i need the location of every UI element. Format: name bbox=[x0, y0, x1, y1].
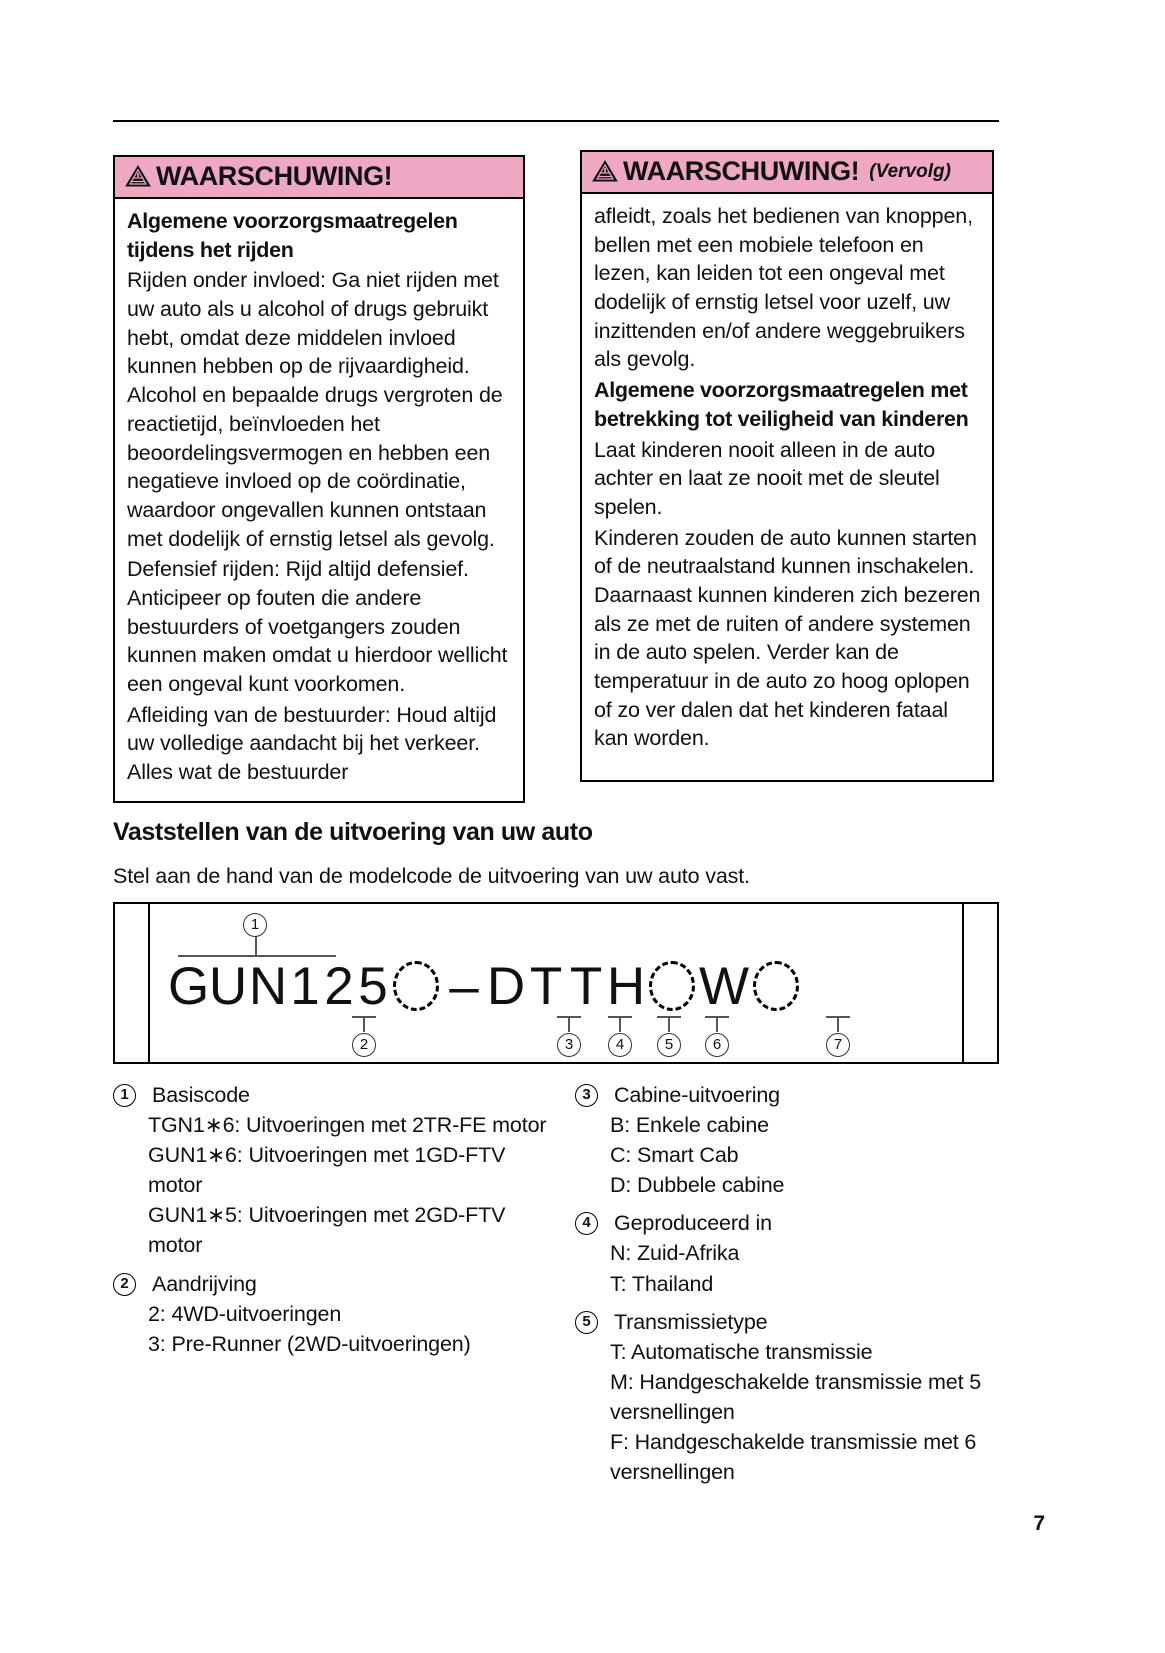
legend-line: D: Dubbele cabine bbox=[610, 1173, 785, 1198]
legend-line: F: Handgeschakelde transmissie met 6 versnellingen bbox=[610, 1430, 977, 1485]
callout-marker-2: 2 bbox=[352, 1033, 376, 1057]
legend-bullet-3: 3 bbox=[575, 1084, 598, 1107]
legend-bullet-1: 1 bbox=[113, 1084, 136, 1107]
model-code-char: T bbox=[569, 957, 603, 1016]
legend-item-5 bbox=[575, 1307, 1005, 1488]
warning-box-left bbox=[113, 155, 525, 803]
warning-title-right: WAARSCHUWING! bbox=[623, 155, 860, 186]
callout-3-stem bbox=[568, 1016, 570, 1032]
legend-line: M: Handgeschakelde transmissie met 5 versnellingen bbox=[610, 1369, 982, 1424]
model-code-char: W bbox=[698, 957, 750, 1016]
legend-title-1: Basiscode bbox=[152, 1083, 250, 1107]
callout-4-stem bbox=[619, 1016, 621, 1032]
legend-item-3 bbox=[575, 1080, 1005, 1200]
callout-7-stem bbox=[837, 1016, 839, 1032]
callout-1-stem bbox=[255, 936, 257, 956]
legend-title-5: Transmissietype bbox=[614, 1309, 768, 1334]
legend-bullet-4: 4 bbox=[575, 1212, 598, 1235]
warning-right-paragraph: afleidt, zoals het bedienen van knoppen, bellen met een mobiele telefoon en lezen, kan leiden tot een ongeval met dodelijk of ernstig letsel voor uzelf, uw inzittenden en/of andere weggebruikers als gevolg. bbox=[594, 204, 973, 372]
legend-bullet-5: 5 bbox=[575, 1311, 598, 1334]
model-code-char: 1 bbox=[290, 957, 320, 1016]
model-code-char: G bbox=[168, 957, 210, 1016]
model-code-char: 2 bbox=[324, 957, 354, 1016]
legend-item-1 bbox=[113, 1080, 563, 1261]
callout-marker-5: 5 bbox=[657, 1033, 681, 1057]
callout-marker-7: 7 bbox=[826, 1033, 850, 1057]
legend-line: B: Enkele cabine bbox=[610, 1113, 769, 1138]
warning-triangle-icon bbox=[592, 160, 618, 182]
section-heading: Vaststellen van de uitvoering van uw auto bbox=[113, 818, 593, 846]
model-code-char: U bbox=[208, 957, 248, 1016]
warning-left-paragraph: Algemene voorzorgsmaatregelen tijdens het rijden bbox=[127, 209, 458, 262]
legend-line: N: Zuid-Afrika bbox=[610, 1241, 740, 1266]
legend-title-2: Aandrijving bbox=[152, 1271, 257, 1296]
legend-item-2 bbox=[113, 1269, 563, 1359]
legend-line: GUN1∗5: Uitvoeringen met 2GD-FTV motor bbox=[148, 1203, 506, 1258]
model-code-char: H bbox=[606, 957, 646, 1016]
legend-line: C: Smart Cab bbox=[610, 1143, 739, 1168]
page-number: 7 bbox=[1033, 1512, 1045, 1535]
legend-title-3: Cabine-uitvoering bbox=[614, 1083, 780, 1107]
section-intro-text: Stel aan de hand van de modelcode de uitvoering van uw auto vast. bbox=[113, 864, 750, 888]
legend-item-4 bbox=[575, 1208, 1005, 1298]
warning-title-left: WAARSCHUWING! bbox=[156, 160, 393, 191]
legend-column-left bbox=[113, 1080, 563, 1367]
callout-marker-1: 1 bbox=[243, 913, 267, 937]
header-rule bbox=[113, 120, 999, 122]
legend-line: T: Automatische transmissie bbox=[610, 1339, 873, 1364]
warning-triangle-icon bbox=[125, 165, 151, 187]
warning-header-left bbox=[115, 157, 523, 199]
warning-body-right bbox=[582, 194, 992, 761]
callout-marker-3: 3 bbox=[557, 1033, 581, 1057]
callout-5-stem bbox=[668, 1016, 670, 1032]
warning-box-right bbox=[580, 150, 994, 782]
legend-line: TGN1∗6: Uitvoeringen met 2TR-FE motor bbox=[148, 1113, 547, 1138]
callout-6-stem bbox=[716, 1016, 718, 1032]
model-code-blank-slot bbox=[649, 961, 695, 1011]
legend-line: 2: 4WD-uitvoeringen bbox=[148, 1301, 342, 1326]
warning-right-paragraph: Algemene voorzorgsmaatregelen met betrekking tot veiligheid van kinderen bbox=[594, 378, 969, 431]
warning-header-right bbox=[582, 152, 992, 194]
model-code-char: D bbox=[486, 957, 526, 1016]
warning-right-paragraph: Kinderen zouden de auto kunnen starten of de neutraalstand kunnen inschakelen. Daarnaast kunnen kinderen zich bezeren als ze met de ruiten of andere systemen in de auto spelen. Verder kan de temperatuur in de auto zo hoog oplopen of zo ver dalen dat het kinderen fataal kan worden. bbox=[594, 525, 981, 751]
legend-line: GUN1∗6: Uitvoeringen met 1GD-FTV motor bbox=[148, 1143, 506, 1198]
warning-left-paragraph: Rijden onder invloed: Ga niet rijden met uw auto als u alcohol of drugs gebruikt hebt, omdat deze middelen invloed kunnen hebben op de rijvaardigheid. Alcohol en bepaalde drugs vergroten de reactietijd, beïnvloeden het beoordelingsvermogen en hebben een negatieve invloed op de coördinatie, waardoor ongevallen kunnen ontstaan met dodelijk of ernstig letsel als gevolg. bbox=[127, 268, 503, 551]
callout-marker-6: 6 bbox=[705, 1033, 729, 1057]
warning-body-left bbox=[115, 199, 523, 795]
model-code-dash: – bbox=[449, 957, 479, 1016]
figure-left-divider bbox=[148, 904, 150, 1062]
warning-left-paragraph: Afleiding van de bestuurder: Houd altijd uw volledige aandacht bij het verkeer. Alles wat de bestuurder bbox=[127, 702, 497, 785]
model-code-blank-slot bbox=[753, 961, 799, 1011]
legend-column-right bbox=[575, 1080, 1005, 1495]
legend-line: T: Thailand bbox=[610, 1271, 714, 1296]
legend-line: 3: Pre-Runner (2WD-uitvoeringen) bbox=[148, 1331, 471, 1356]
warning-continued-label: (Vervolg) bbox=[869, 160, 951, 182]
legend-title-4: Geproduceerd in bbox=[614, 1211, 772, 1236]
model-code-blank-slot bbox=[393, 961, 439, 1011]
model-code-string bbox=[168, 957, 802, 1016]
callout-marker-4: 4 bbox=[608, 1033, 632, 1057]
figure-right-divider bbox=[962, 904, 964, 1062]
warning-left-paragraph: Defensief rijden: Rijd altijd defensief. Anticipeer op fouten die andere bestuurders of voetgangers zouden kunnen maken omdat u hierdoor wellicht een ongeval kunt voorkomen. bbox=[127, 557, 508, 696]
model-code-char: N bbox=[248, 957, 288, 1016]
warning-right-paragraph: Laat kinderen nooit alleen in de auto achter en laat ze nooit met de sleutel spelen. bbox=[594, 437, 940, 519]
model-code-char: 5 bbox=[358, 957, 388, 1016]
legend-bullet-2: 2 bbox=[113, 1273, 136, 1296]
model-code-char: T bbox=[529, 957, 563, 1016]
callout-2-stem bbox=[363, 1016, 365, 1032]
